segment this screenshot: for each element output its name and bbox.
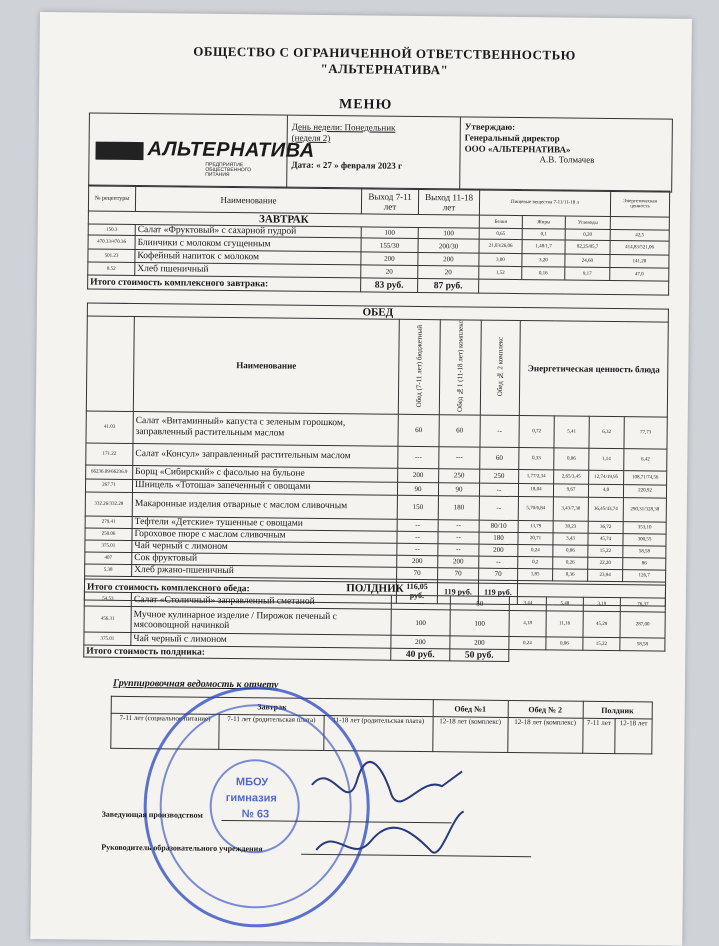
portion-budget: --- bbox=[398, 446, 439, 468]
company-name: ООО «АЛЬТЕРНАТИВА» bbox=[464, 143, 571, 155]
portion-7-11: --- bbox=[391, 595, 450, 610]
menu-title: МЕНЮ bbox=[338, 97, 393, 113]
proteins: 0,24 bbox=[518, 544, 553, 556]
dish-name: Чай черный с лимоном bbox=[132, 540, 397, 555]
fats: 3,43/7,30 bbox=[553, 496, 588, 520]
portion-7-11: 20 bbox=[361, 265, 418, 279]
recipe-code: 8.52 bbox=[88, 262, 135, 275]
fats: 0,36 bbox=[553, 568, 588, 580]
total-11-18: 87 руб. bbox=[418, 278, 479, 293]
portion-budget: 60 bbox=[398, 414, 439, 446]
energy: 42,5 bbox=[610, 229, 669, 241]
portion-lunch-2: -- bbox=[479, 496, 518, 520]
carbs: 9,17 bbox=[565, 267, 610, 280]
logo-mark bbox=[95, 142, 143, 161]
fats: 0,06 bbox=[554, 447, 589, 469]
energy: 126,7 bbox=[623, 569, 666, 581]
fats: 39,23 bbox=[553, 520, 588, 532]
portion-budget: -- bbox=[397, 531, 438, 543]
proteins: 21,03/26,06 bbox=[479, 239, 522, 253]
total-7-11: 40 руб. bbox=[391, 648, 450, 661]
recipe-code: 267.71 bbox=[85, 479, 132, 492]
energy: 6,42 bbox=[624, 448, 667, 470]
group-cell: 11-18 лет (родительская плата) bbox=[324, 716, 433, 752]
fats: 5,41 bbox=[554, 415, 589, 447]
energy: 108,71/74,56 bbox=[624, 470, 667, 484]
carbs: 6,32 bbox=[589, 416, 624, 448]
col-lunch-2: Обед № 2 комплекс bbox=[496, 336, 505, 397]
recipe-code: 41.03 bbox=[86, 411, 133, 443]
breakfast-table bbox=[87, 185, 670, 296]
energy: 141,28 bbox=[610, 254, 669, 268]
org-line-1: ОБЩЕСТВО С ОГРАНИЧЕННОЙ ОТВЕТСТВЕННОСТЬЮ bbox=[193, 43, 576, 63]
energy: 300,55 bbox=[623, 533, 666, 545]
fats: 5,48 bbox=[546, 597, 583, 611]
col-out1: Выход 7-11 лет bbox=[361, 188, 418, 215]
dish-name: Борщ «Сибирский» с фасолью на бульоне bbox=[133, 465, 398, 482]
portion-lunch-1: --- bbox=[439, 446, 480, 468]
fats: 9,67 bbox=[553, 483, 588, 496]
group-cell: 7-11 лет bbox=[582, 718, 615, 753]
proteins: 3,44 bbox=[509, 596, 546, 610]
director-title: Генеральный директор bbox=[464, 132, 560, 144]
carbs: 36,72 bbox=[588, 521, 623, 533]
dish-name: Салат «Консул» заправленный растительным маслом bbox=[133, 443, 398, 468]
total-lunch-2: 119 руб. bbox=[478, 580, 517, 604]
week-number: (неделя 2) bbox=[291, 132, 331, 144]
carbs: 36,45/43,74 bbox=[588, 497, 623, 521]
col-snack: Полдник bbox=[583, 701, 653, 719]
dish-name: Шницель «Тотоша» запеченный с овощами bbox=[132, 479, 397, 495]
approved-label: Утверждаю: bbox=[464, 121, 516, 132]
portion-lunch-2: -- bbox=[480, 415, 519, 447]
carbs: 15,22 bbox=[583, 637, 620, 650]
col-energy: Энергетическая ценность блюда bbox=[519, 321, 668, 417]
portion-7-11: 200 bbox=[391, 635, 450, 649]
snack-section: ПОЛДНИК bbox=[84, 579, 665, 598]
energy: 58,58 bbox=[623, 545, 666, 557]
recipe-code: 470.33/470.36 bbox=[88, 235, 135, 249]
energy: 86 bbox=[623, 557, 666, 569]
stamp-text-2: гимназия bbox=[225, 791, 277, 805]
organization-header bbox=[99, 43, 669, 81]
carbs: 22,20 bbox=[588, 557, 623, 569]
total-11-18: 50 руб. bbox=[450, 649, 509, 662]
fats: 0,16 bbox=[522, 267, 565, 280]
carbs: 45,74 bbox=[588, 533, 623, 545]
portion-lunch-1: 200 bbox=[438, 555, 479, 567]
portion-budget: 150 bbox=[397, 495, 438, 519]
proteins: 0,72 bbox=[519, 415, 554, 447]
portion-lunch-2: 80/10 bbox=[479, 520, 518, 532]
portion-lunch-2: -- bbox=[479, 483, 518, 496]
portion-budget: -- bbox=[397, 519, 438, 531]
recipe-code: 332.26/332.28 bbox=[85, 492, 132, 516]
fats: 3,20 bbox=[522, 254, 565, 267]
total-7-11: 83 руб. bbox=[361, 278, 418, 293]
total-label: Итого стоимость комплексного завтрака: bbox=[88, 275, 361, 292]
carbs: 1,14 bbox=[589, 448, 624, 470]
proteins: 1,85 bbox=[518, 568, 553, 580]
energy: 353,10 bbox=[623, 521, 666, 533]
dish-name: Хлеб пшеничный bbox=[135, 263, 361, 278]
col-lunch-2: Обед № 2 bbox=[508, 700, 583, 718]
signature-image bbox=[301, 755, 472, 867]
energy: 77,73 bbox=[624, 416, 667, 448]
col-energy: Энергетическая ценность bbox=[610, 190, 669, 217]
total-budget: 116,05 руб. bbox=[396, 579, 437, 603]
dish-name: Макаронные изделия отварные с маслом сливочным bbox=[132, 492, 397, 519]
carbs: 24,60 bbox=[565, 254, 610, 267]
production-manager-label: Заведующая производством bbox=[101, 809, 203, 820]
director-name: А.В. Толмачев bbox=[539, 154, 595, 165]
portion-lunch-2: 180 bbox=[479, 532, 518, 544]
dish-name: Блинчики с молоком сгущенным bbox=[135, 236, 361, 252]
col-carbs: Углеводы bbox=[565, 216, 610, 229]
energy: 290,31/328,38 bbox=[623, 497, 666, 521]
lunch-section: ОБЕД bbox=[87, 303, 668, 322]
fats: 1,48/1,7 bbox=[522, 240, 565, 254]
portion-11-18: 100 bbox=[450, 610, 509, 637]
col-out2: Выход 11-18 лет bbox=[418, 188, 479, 215]
recipe-code: 375.01 bbox=[85, 540, 132, 552]
group-cell: 12-18 лет (комплекс) bbox=[432, 717, 507, 753]
col-code: № рецептуры bbox=[88, 185, 135, 211]
portion-budget: 200 bbox=[398, 468, 439, 482]
energy: 287,00 bbox=[620, 612, 665, 638]
total-label: Итого стоимость комплексного обеда: bbox=[84, 576, 396, 603]
carbs: 45,29 bbox=[583, 611, 620, 637]
portion-lunch-1: -- bbox=[438, 543, 479, 555]
logo-subtitle: ПРЕДПРИЯТИЕ ОБЩЕСТВЕННОГО ПИТАНИЯ bbox=[205, 161, 252, 178]
energy: 220,92 bbox=[623, 484, 666, 497]
carbs: 15,22 bbox=[588, 545, 623, 557]
fats: 0,1 bbox=[522, 229, 565, 240]
carbs: 12,74/19,95 bbox=[589, 470, 624, 484]
logo-word: АЛЬТЕРНАТИВА bbox=[147, 138, 315, 162]
proteins: 13,79 bbox=[518, 520, 553, 532]
col-name: Наименование bbox=[135, 186, 361, 214]
group-cell: 7-11 лет (социальное питание) bbox=[111, 713, 219, 749]
portion-11-18: 20 bbox=[418, 265, 479, 279]
group-cell: 12-18 лет bbox=[615, 719, 652, 754]
total-label: Итого стоимость полдника: bbox=[84, 645, 391, 660]
dish-name: Тефтели «Детские» тушенные с овощами bbox=[132, 516, 397, 531]
group-cell: 7-11 лет (родительская плата) bbox=[219, 714, 324, 750]
fats: 11,16 bbox=[546, 611, 583, 637]
recipe-code: 5.38 bbox=[85, 564, 132, 576]
dish-name: Салат «Фруктовый» с сахарной пудрой bbox=[135, 225, 361, 238]
col-lunch-1: Обед №1 (11-18 лет) комплекс bbox=[455, 320, 465, 412]
lunch-table bbox=[84, 303, 669, 607]
portion-lunch-1: -- bbox=[438, 519, 479, 531]
approval-block bbox=[464, 121, 665, 165]
signature-stroke-2 bbox=[316, 810, 463, 853]
col-lunch-budget: Обед (7-11 лет) бюджетный bbox=[414, 324, 424, 407]
col-nutrients: Пищевые вещества 7-11/11-18 л bbox=[479, 189, 610, 216]
portion-11-18: 200 bbox=[418, 252, 479, 266]
total-lunch-1: 119 руб. bbox=[437, 579, 478, 603]
portion-lunch-1: 60 bbox=[439, 414, 480, 446]
org-line-2: "АЛЬТЕРНАТИВА" bbox=[320, 60, 449, 78]
menu-document bbox=[30, 12, 692, 946]
portion-lunch-1: -- bbox=[438, 531, 479, 543]
portion-lunch-2: 200 bbox=[479, 544, 518, 556]
recipe-code: 250.06 bbox=[85, 528, 132, 540]
school-director-label: Руководитель образовательного учреждения bbox=[101, 842, 263, 854]
col-name: Наименование bbox=[133, 317, 399, 414]
energy: 58,58 bbox=[620, 638, 665, 651]
fats: 0,06 bbox=[553, 544, 588, 556]
energy: 47,0 bbox=[610, 267, 669, 281]
portion-budget: 70 bbox=[397, 567, 438, 579]
fats: 2,65/3,45 bbox=[554, 469, 589, 483]
col-breakfast: Завтрак bbox=[111, 696, 433, 716]
carbs: 0,20 bbox=[565, 229, 610, 240]
carbs: 4,0 bbox=[588, 484, 623, 497]
carbs: 82,25/85,7 bbox=[565, 240, 610, 254]
carbs: 3,19 bbox=[583, 597, 620, 611]
proteins: 0,24 bbox=[509, 636, 546, 649]
portion-lunch-2: 250 bbox=[480, 469, 519, 483]
group-report-title: Группировочная ведомость к отчету bbox=[112, 677, 279, 691]
portion-11-18: 50 bbox=[450, 596, 509, 611]
col-proteins: Белки bbox=[479, 215, 522, 228]
dish-name: Сок фруктовый bbox=[132, 552, 397, 567]
portion-11-18: 100 bbox=[418, 227, 479, 239]
dish-name: Салат «Витаминный» капуста с зеленым горошком, заправленный растительным маслом bbox=[133, 411, 398, 446]
date-block bbox=[286, 116, 461, 190]
snack-table bbox=[83, 578, 666, 663]
dish-name: Гороховое пюре с маслом сливочным bbox=[132, 528, 397, 543]
recipe-code: 54.53 bbox=[84, 592, 131, 606]
recipe-code: 150.3 bbox=[88, 224, 135, 235]
dish-name: Мучное кулинарное изделие / Пирожок печеный с мясоовощной начинкой bbox=[131, 606, 391, 635]
recipe-code: 456.31 bbox=[84, 606, 131, 632]
proteins: 0,2 bbox=[518, 556, 553, 568]
dish-name: Салат «Столичный» заправленный сметаной bbox=[131, 592, 391, 609]
energy: 76,37 bbox=[620, 598, 665, 612]
recipe-code: 501.23 bbox=[88, 249, 135, 262]
energy: 414,83/521,06 bbox=[610, 240, 669, 255]
portion-7-11: 100 bbox=[361, 227, 418, 239]
stamp-text-1: МБОУ bbox=[235, 776, 269, 789]
portion-budget: 90 bbox=[397, 482, 438, 495]
proteins: 18,04 bbox=[518, 483, 553, 496]
fats: 3,43 bbox=[553, 532, 588, 544]
recipe-code: 66236.09/66236.9 bbox=[86, 465, 133, 479]
proteins: 0,65 bbox=[479, 228, 522, 239]
recipe-code: 375.01 bbox=[84, 632, 131, 645]
proteins: 4,18 bbox=[509, 610, 546, 636]
proteins: 3,00 bbox=[479, 253, 522, 266]
stamp-text-3: № 63 bbox=[241, 808, 270, 821]
portion-budget: -- bbox=[397, 543, 438, 555]
portion-11-18: 200/30 bbox=[418, 238, 479, 253]
portion-lunch-2: 70 bbox=[479, 568, 518, 580]
carbs: 23,94 bbox=[588, 569, 623, 581]
recipe-code: 171.22 bbox=[86, 443, 133, 465]
dish-name: Чай черный с лимоном bbox=[131, 632, 391, 648]
col-fats: Жиры bbox=[522, 216, 565, 229]
recipe-code: 279.41 bbox=[85, 516, 132, 528]
portion-budget: 200 bbox=[397, 555, 438, 567]
proteins: 1,52 bbox=[479, 266, 522, 279]
portion-lunch-1: 90 bbox=[438, 482, 479, 495]
group-cell: 12-18 лет (комплекс) bbox=[507, 717, 582, 753]
fats: 0,26 bbox=[553, 556, 588, 568]
proteins: 1,77/2,34 bbox=[519, 469, 554, 483]
dish-name: Кофейный напиток с молоком bbox=[135, 250, 361, 265]
header-block bbox=[88, 113, 673, 193]
weekday: День недели: Понедельник bbox=[291, 121, 396, 133]
menu-date: Дата: « 27 » февраля 2023 г bbox=[291, 159, 403, 171]
recipe-code: 407 bbox=[85, 552, 132, 564]
portion-7-11: 200 bbox=[361, 252, 418, 266]
proteins: 5,70/6,84 bbox=[518, 496, 553, 520]
portion-lunch-1: 70 bbox=[438, 567, 479, 579]
portion-lunch-1: 180 bbox=[438, 495, 479, 519]
portion-lunch-2: 60 bbox=[480, 447, 519, 469]
dish-name: Хлеб ржано-пшеничный bbox=[132, 564, 397, 579]
proteins: 0,33 bbox=[519, 447, 554, 469]
portion-lunch-2: -- bbox=[479, 556, 518, 568]
portion-7-11: 100 bbox=[391, 609, 450, 636]
portion-7-11: 155/30 bbox=[361, 238, 418, 253]
signature-stroke bbox=[312, 761, 462, 802]
breakfast-section: ЗАВТРАК bbox=[88, 211, 479, 228]
col-lunch-1: Обед №1 bbox=[433, 700, 508, 718]
portion-11-18: 200 bbox=[450, 636, 509, 650]
portion-lunch-1: 250 bbox=[439, 468, 480, 482]
proteins: 20,71 bbox=[518, 532, 553, 544]
fats: 0,06 bbox=[546, 637, 583, 650]
